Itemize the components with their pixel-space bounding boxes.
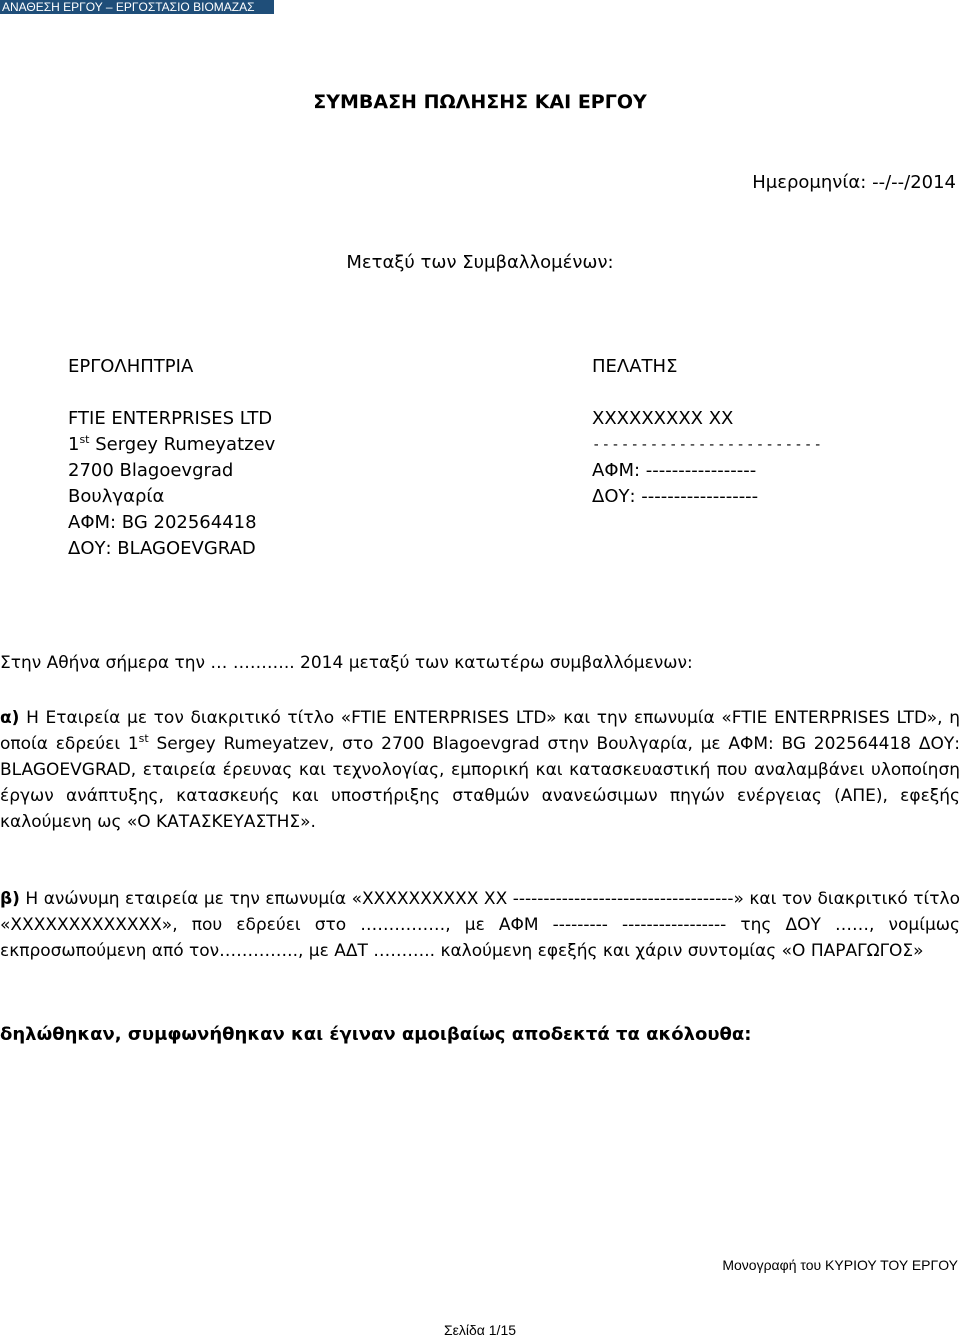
contractor-city: 2700 Blagoevgrad xyxy=(68,460,234,481)
conclusion-statement: δηλώθηκαν, συμφωνήθηκαν και έγιναν αμοιβαίως αποδεκτά τα ακόλουθα: xyxy=(0,1024,752,1045)
client-afm: ΑΦΜ: ----------------- xyxy=(592,460,757,481)
document-title: ΣΥΜΒΑΣΗ ΠΩΛΗΣΗΣ ΚΑΙ ΕΡΓΟΥ xyxy=(313,91,647,113)
contractor-label: ΕΡΓΟΛΗΠΤΡΙΑ xyxy=(68,356,194,377)
clause-a-superscript: st xyxy=(138,732,149,745)
contractor-doy: ΔΟΥ: BLAGOEVGRAD xyxy=(68,538,256,559)
clause-a-text-part2: Sergey Rumeyatzev, στο 2700 Blagoevgrad στην Βουλγαρία, με ΑΦΜ: BG 202564418 ΔΟΥ: BLAGOEVGRAD, εταιρεία έρευνας και τεχνολογίας, εμπορική και κατασκευαστική που αναλαμβάνει υλοποίηση έργων ανάπτυξης, κατασκευής και υποστήριξης σταθμών ανανεώσιμων πηγών ενέργειας (ΑΠΕ), εφεξής καλούμενη ως «Ο ΚΑΤΑΣΚΕΥΑΣΤΗΣ». xyxy=(0,734,960,832)
footer-signature-label: Μονογραφή του ΚΥΡΙΟΥ ΤΟΥ ΕΡΓΟΥ xyxy=(722,1257,958,1273)
document-date: Ημερομηνία: --/--/2014 xyxy=(752,172,956,193)
contractor-address-street: Sergey Rumeyatzev xyxy=(89,434,276,455)
client-name: XXXXXXXXX XX xyxy=(592,408,734,429)
clause-a-label: α) xyxy=(0,708,20,728)
contractor-address-number: 1 xyxy=(68,434,80,455)
clause-a-paragraph xyxy=(0,705,960,835)
client-doy: ΔΟΥ: ------------------ xyxy=(592,486,759,507)
contractor-address xyxy=(68,432,275,458)
clause-b-text: Η ανώνυμη εταιρεία με την επωνυμία «XXXXXXXXXX XX ------------------------------------» και τον διακριτικό τίτλο «XXXXXXXXXXXXX», που εδρεύει στο ……………, με ΑΦΜ --------- ----------------- της ΔΟΥ ……, νομίμως εκπροσωπούμενη από τον………….., με ΑΔΤ ……….. καλούμενη εφεξής και χάριν συντομίας «Ο ΠΑΡΑΓΩΓΟΣ» xyxy=(0,889,960,961)
contractor-country: Βουλγαρία xyxy=(68,486,165,507)
contractor-block xyxy=(68,354,275,562)
contractor-afm: ΑΦΜ: BG 202564418 xyxy=(68,512,257,533)
clause-b-label: β) xyxy=(0,889,20,909)
footer-page-number: Σελίδα 1/15 xyxy=(443,1322,517,1338)
contractor-address-superscript: st xyxy=(79,433,90,446)
client-label: ΠΕΛΑΤΗΣ xyxy=(592,356,678,377)
document-header-tab: ΑΝΑΘΕΣΗ ΕΡΓΟΥ – ΕΡΓΟΣΤΑΣΙΟ ΒΙΟΜΑΖΑΣ xyxy=(0,0,274,14)
client-line-2: ------------------------ xyxy=(592,437,824,453)
clause-a-text-part1: Η Εταιρεία με τον διακριτικό τίτλο «FTIE ENTERPRISES LTD» και την επωνυμία «FTIE ENTERPRISES LTD», η οποία εδρεύει 1 xyxy=(0,708,960,754)
intro-paragraph: Στην Αθήνα σήμερα την … ……….. 2014 μεταξύ των κατωτέρω συμβαλλόμενων: xyxy=(0,653,693,673)
parties-heading: Μεταξύ των Συμβαλλομένων: xyxy=(346,252,614,273)
clause-b-paragraph xyxy=(0,886,960,964)
contractor-name: FTIE ENTERPRISES LTD xyxy=(68,408,273,429)
client-block xyxy=(592,354,823,510)
